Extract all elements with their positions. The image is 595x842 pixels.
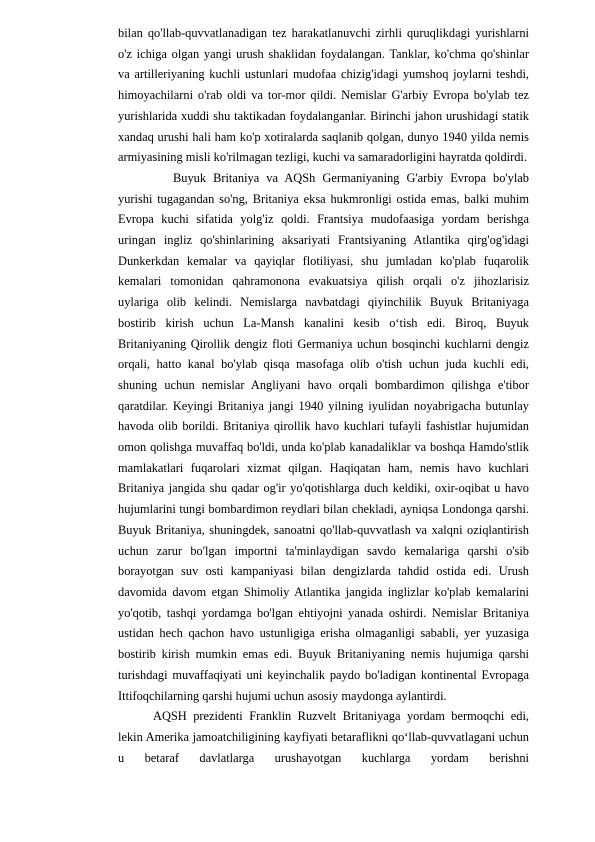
paragraph-britain-and-usa: Buyuk Britaniya va AQSh Germaniyaning G'arbiy Evropa bo'ylab yurishi tugagandan so'ng, Britaniya eksa hukmronligi ostida emas, balki muhim Evropa kuchi sifatida yolg'iz qoldi. Frantsiya mudofaasiga yordam berishga uringan ingliz qo'shinlarining aksariyati Frantsiyaning Atlantika qirg'og'idagi Dunkerkdan kemalar va qayiqlar flotiliyasi, shu jumladan ko'plab fuqarolik kemalari tomonidan qahramonona evakuatsiya qilish orqali o'z jihozlarisiz uylariga olib kelindi. Nemislarga navbatdagi qiyinchilik Buyuk Britaniyaga bostirib kirish uchun La-Mansh kanalini kesib o‘tish edi. Biroq, Buyuk Britaniyaning Qirollik dengiz floti Germaniya uchun bosqinchi kuchlarni dengiz orqali, hatto kanal bo'ylab qisqa masofaga olib o'tish uchun juda kuchli edi, shuning uchun nemislar Angliyani havo orqali bombardimon qilishga e'tibor qaratdilar. Keyingi Britaniya jangi 1940 yilning iyulidan noyabrigacha butunlay havoda olib borildi. Britaniya qirollik havo kuchlari tufayli fashistlar hujumidan omon qolishga muvaffaq bo'ldi, unda ko'plab kanadaliklar va boshqa Hamdo'stlik mamlakatlari fuqarolari xizmat qilgan. Haqiqatan ham, nemis havo kuchlari Britaniya jangida shu qadar og'ir yo'qotishlarga duch keldiki, oxir-oqibat u havo hujumlarini tungi bombardimon reydlari bilan chekladi, ayniqsa Londonga qarshi. Buyuk Britaniya, shuningdek, sanoatni qo'llab-quvvatlash va xalqni oziqlantirish uchun zarur bo'lgan importni ta'minlaydigan savdo kemalariga qarshi o'sib borayotgan suv osti kampaniyasi bilan dengizlarda tahdid ostida edi. Urush davomida davom etgan Shimoliy Atlantika jangida inglizlar ko'plab kemalarini yo'qotib, tashqi yordamga bo'lgan ehtiyojni yanada oshirdi. Nemislar Britaniya ustidan hech qachon havo ustunligiga erisha olmaganligi sababli, yer yuzasiga bostirib kirish mumkin emas edi. Buyuk Britaniyaning nemis hujumiga qarshi turishdagi muvaffaqiyati uni keyinchalik paydo bo'ladigan kontinental Evropaga Ittifoqchilarning qarshi hujumi uchun asosiy maydonga aylantirdi. xyxy=(118,170,529,703)
document-page xyxy=(118,23,529,768)
paragraph-roosevelt: AQSH prezidenti Franklin Ruzvelt Britaniyaga yordam bermoqchi edi, lekin Amerika jamoatchiligining kayfiyati betaraflikni qo‘llab-quvvatlagani uchun u betaraf davlatlarga urushayotgan kuchlarga yordam berishni xyxy=(118,709,529,765)
paragraph-blitzkrieg-tactics: bilan qo'llab-quvvatlanadigan tez harakatlanuvchi zirhli quruqlikdagi yurishlarni o'z ichiga olgan yangi urush shaklidan foydalangan. Tanklar, ko'chma qo'shinlar va artilleriyaning kuchli ustunlari mudofaa chizig'idagi yumshoq joylarni teshdi, himoyachilarni o'rab oldi va tor-mor qildi. Nemislar G'arbiy Evropa bo'ylab tez yurishlarida xuddi shu taktikadan foydalanganlar. Birinchi jahon urushidagi statik xandaq urushi hali ham ko'p xotiralarda saqlanib qolgan, dunyo 1940 yilda nemis armiyasining misli ko'rilmagan tezligi, kuchi va samaradorligini hayratda qoldirdi. xyxy=(118,26,529,165)
